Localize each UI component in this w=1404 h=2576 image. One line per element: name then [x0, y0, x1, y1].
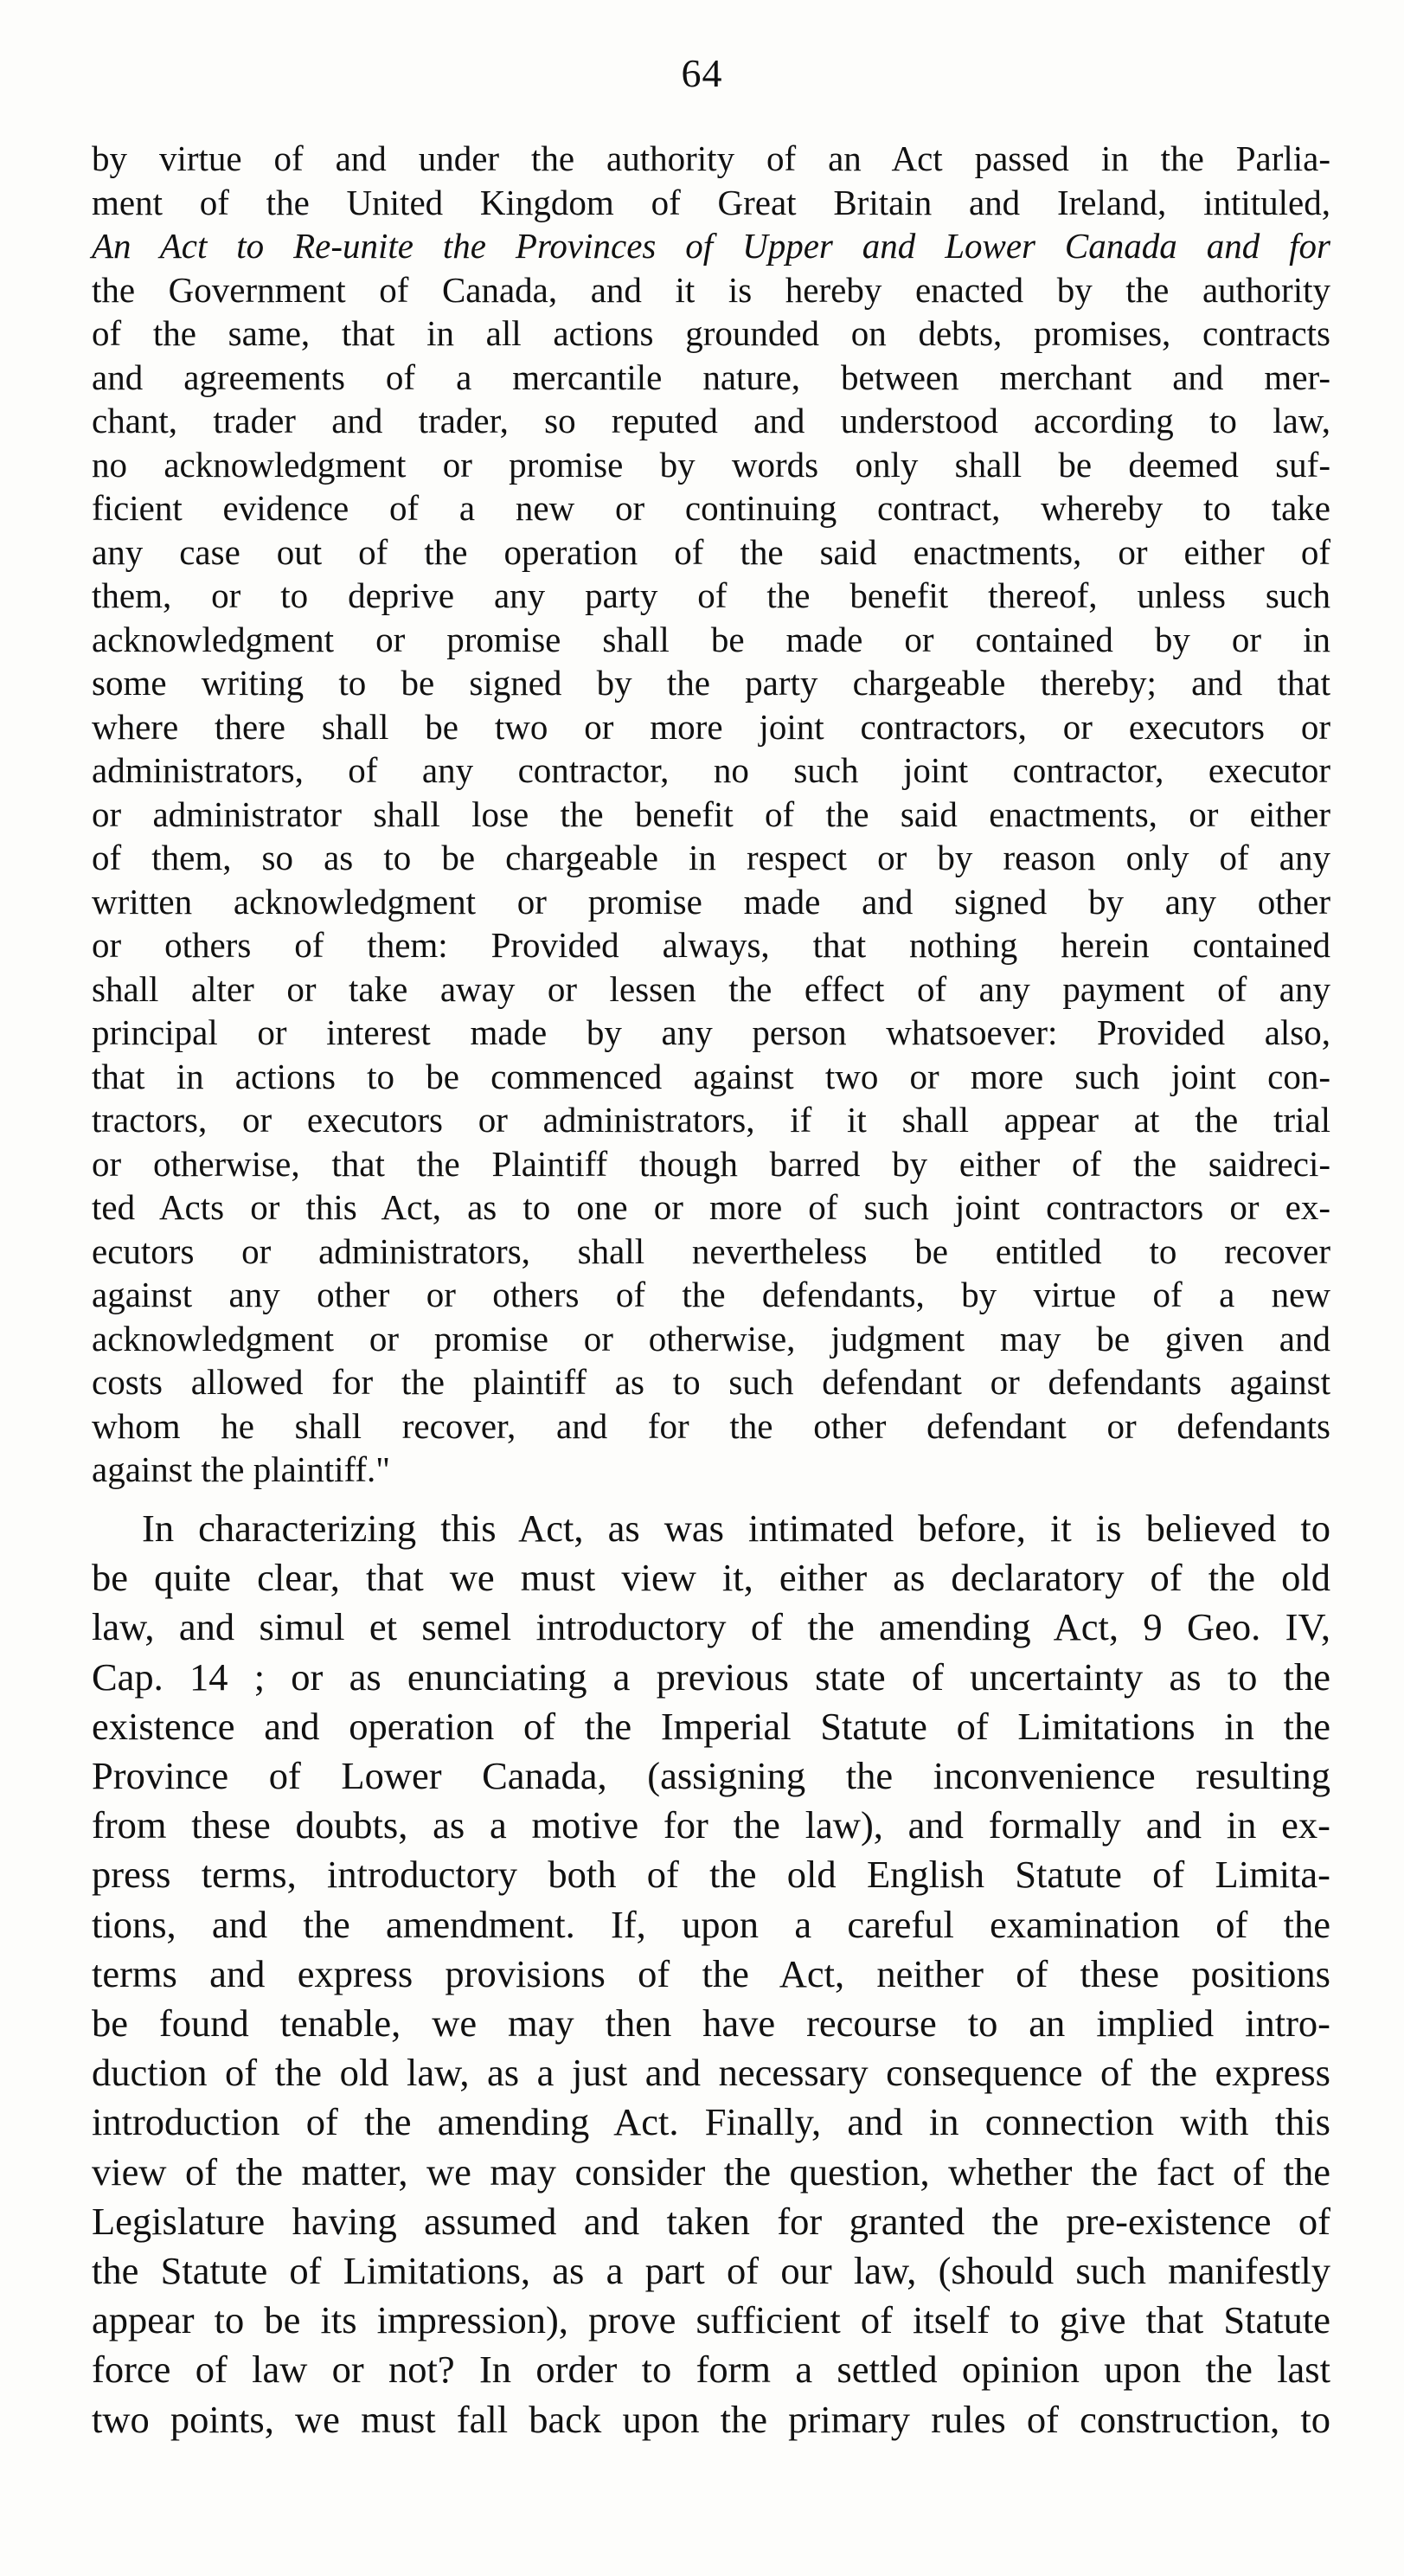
quote-line: acknowledgment or promise or otherwise, judgment may be given and: [92, 1318, 1330, 1359]
quote-line: or administrator shall lose the benefit of the said enactments, or either: [92, 793, 1330, 834]
body-line: force of law or not? In order to form a settled opinion upon the last: [92, 2348, 1330, 2392]
quote-line: or otherwise, that the Plaintiff though barred by either of the saidreci-: [92, 1143, 1330, 1184]
quote-line: of them, so as to be chargeable in respect or by reason only of any: [92, 838, 1330, 877]
quote-line: whom he shall recover, and for the other defendant or defendants: [92, 1405, 1330, 1446]
quote-line: ecutors or administrators, shall nevertheless be entitled to recover: [92, 1230, 1330, 1271]
body-line: press terms, introductory both of the old English Statute of Limita-: [92, 1853, 1330, 1897]
quote-line: ted Acts or this Act, as to one or more of such joint contractors or ex-: [92, 1187, 1330, 1227]
quote-line: shall alter or take away or lessen the effect of any payment of any: [92, 968, 1330, 1009]
body-line: Province of Lower Canada, (assigning the inconvenience resulting: [92, 1754, 1330, 1798]
quote-line-italic-act-title: An Act to Re-unite the Provinces of Upper and Lower Canada and for: [92, 226, 1330, 266]
quote-line: against the plaintiff.": [92, 1449, 391, 1489]
body-line: Cap. 14 ; or as enunciating a previous state of uncertainty as to the: [92, 1654, 1330, 1699]
quoted-statute-text: [92, 137, 1330, 1492]
body-paragraph: [92, 1504, 1330, 2444]
quote-line: administrators, of any contractor, no such joint contractor, executor: [92, 750, 1330, 790]
body-line: terms and express provisions of the Act, neither of these positions: [92, 1951, 1330, 1995]
body-line: be quite clear, that we must view it, either as declaratory of the old: [92, 1556, 1330, 1600]
quote-line: principal or interest made by any person whatsoever: Provided also,: [92, 1012, 1330, 1052]
body-line: Legislature having assumed and taken for granted the pre-existence of: [92, 2199, 1330, 2243]
body-line: In characterizing this Act, as was intimated before, it is believed to: [142, 1506, 1330, 1550]
body-line: law, and simul et semel introductory of the amending Act, 9 Geo. IV,: [92, 1605, 1330, 1649]
quote-line: or others of them: Provided always, that nothing herein contained: [92, 925, 1330, 965]
quote-line: them, or to deprive any party of the benefit thereof, unless such: [92, 575, 1330, 615]
body-line: from these doubts, as a motive for the law), and formally and in ex-: [92, 1803, 1330, 1847]
body-line: two points, we must fall back upon the primary rules of construction, to: [92, 2397, 1330, 2441]
body-line: duction of the old law, as a just and necessary consequence of the express: [92, 2051, 1330, 2095]
body-line: the Statute of Limitations, as a part of our law, (should such manifestly: [92, 2249, 1330, 2293]
quote-line: ficient evidence of a new or continuing contract, whereby to take: [92, 488, 1330, 528]
body-line: be found tenable, we may then have recourse to an implied intro-: [92, 2001, 1330, 2046]
quote-line: ment of the United Kingdom of Great Britain and Ireland, intituled,: [92, 182, 1330, 222]
body-line: existence and operation of the Imperial Statute of Limitations in the: [92, 1704, 1330, 1748]
body-line: appear to be its impression), prove sufficient of itself to give that Statute: [92, 2298, 1330, 2342]
quote-line: costs allowed for the plaintiff as to such defendant or defendants against: [92, 1362, 1330, 1402]
quote-line: written acknowledgment or promise made and signed by any other: [92, 881, 1330, 922]
quote-line: by virtue of and under the authority of an Act passed in the Parlia-: [92, 138, 1330, 178]
page-number: 64: [681, 51, 723, 95]
quote-line: acknowledgment or promise shall be made or contained by or in: [92, 619, 1330, 659]
quote-line: tractors, or executors or administrators, if it shall appear at the trial: [92, 1100, 1330, 1140]
quote-line: of the same, that in all actions grounded on debts, promises, contracts: [92, 313, 1330, 353]
quote-line: some writing to be signed by the party chargeable thereby; and that: [92, 663, 1330, 703]
quote-line: chant, trader and trader, so reputed and understood according to law,: [92, 401, 1330, 440]
body-line: introduction of the amending Act. Finally, and in connection with this: [92, 2100, 1330, 2144]
quote-line: and agreements of a mercantile nature, between merchant and mer-: [92, 357, 1330, 397]
quote-line: the Government of Canada, and it is hereby enacted by the authority: [92, 269, 1330, 310]
quote-line: against any other or others of the defendants, by virtue of a new: [92, 1275, 1330, 1314]
quote-line: where there shall be two or more joint contractors, or executors or: [92, 706, 1330, 747]
body-line: view of the matter, we may consider the question, whether the fact of the: [92, 2149, 1330, 2194]
quote-line: no acknowledgment or promise by words only shall be deemed suf-: [92, 444, 1330, 485]
quote-line: that in actions to be commenced against two or more such joint con-: [92, 1056, 1330, 1096]
quote-line: any case out of the operation of the said enactments, or either of: [92, 531, 1330, 572]
body-line: tions, and the amendment. If, upon a careful examination of the: [92, 1902, 1330, 1946]
